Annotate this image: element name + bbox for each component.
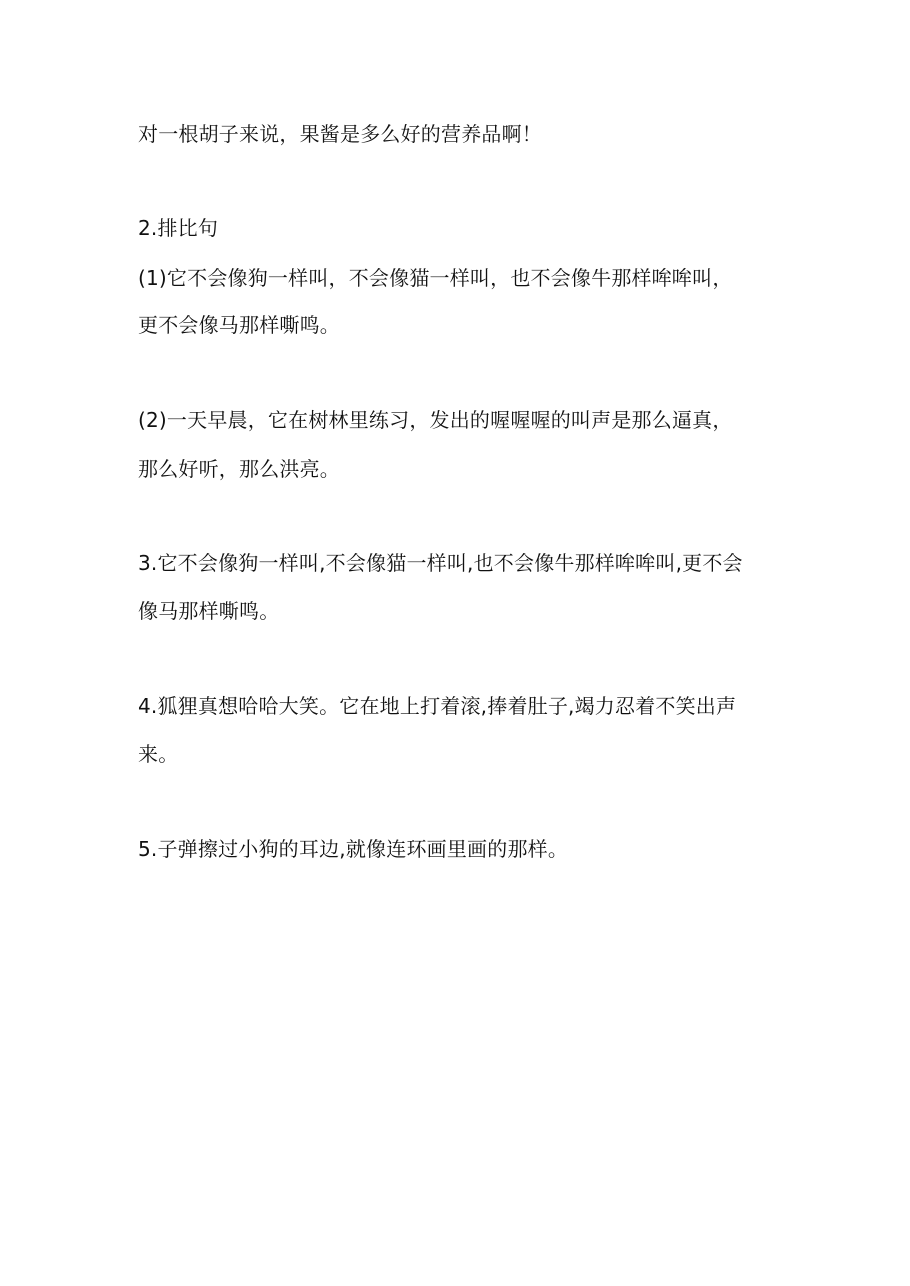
- text-line-example-1b: 更不会像马那样嘶鸣。: [138, 313, 340, 337]
- text-line-jam-sentence: 对一根胡子来说，果酱是多么好的营养品啊！: [138, 122, 542, 146]
- text-line-item-4b: 来。: [138, 742, 179, 766]
- text-line-example-2a: (2)一天早晨，它在树林里练习，发出的喔喔喔的叫声是那么逼真，: [138, 408, 733, 432]
- text-line-item-3b: 像马那样嘶鸣。: [138, 599, 280, 623]
- text-line-example-2b: 那么好听，那么洪亮。: [138, 457, 340, 481]
- text-line-item-3a: 3.它不会像狗一样叫,不会像猫一样叫,也不会像牛那样哞哞叫,更不会: [138, 551, 743, 575]
- section-heading-parallelism: 2.排比句: [138, 216, 219, 240]
- text-line-item-4a: 4.狐狸真想哈哈大笑。它在地上打着滚,捧着肚子,竭力忍着不笑出声: [138, 694, 737, 718]
- text-line-item-5: 5.子弹擦过小狗的耳边,就像连环画里画的那样。: [138, 837, 569, 861]
- text-line-example-1a: (1)它不会像狗一样叫，不会像猫一样叫，也不会像牛那样哞哞叫，: [138, 266, 733, 290]
